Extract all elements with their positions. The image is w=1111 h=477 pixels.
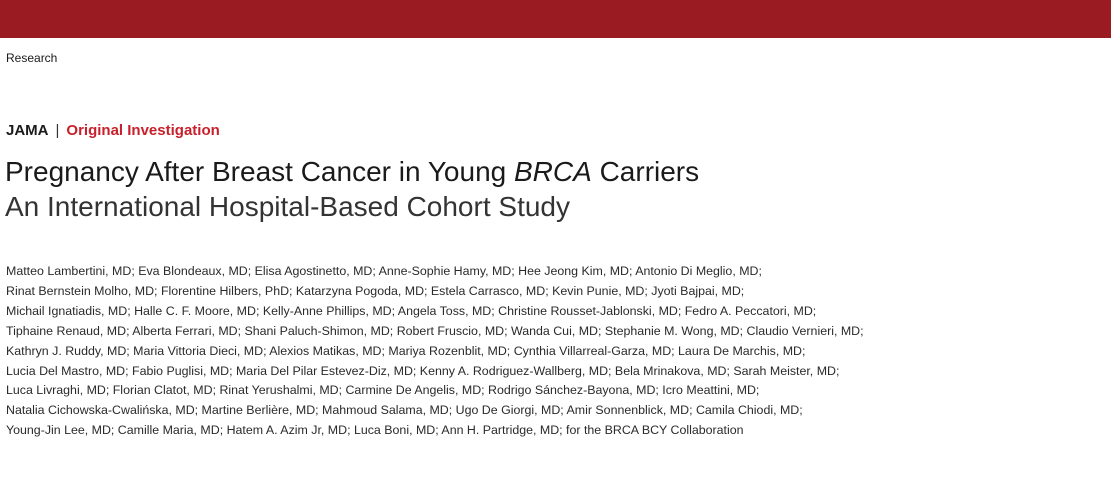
author-line: Matteo Lambertini, MD; Eva Blondeaux, MD; Elisa Agostinetto, MD; Anne-Sophie Hamy, MD; Hee Jeong Kim, MD; Antonio Di Meglio, MD; (6, 264, 762, 278)
journal-line (6, 122, 220, 139)
author-line: Lucia Del Mastro, MD; Fabio Puglisi, MD; Maria Del Pilar Estevez-Diz, MD; Kenny A. Rodriguez-Wallberg, MD; Bela Mrinakova, MD; Sarah Meister, MD; (6, 363, 840, 378)
author-line: Young-Jin Lee, MD; Camille Maria, MD; Hatem A. Azim Jr, MD; Luca Boni, MD; Ann H. Partridge, MD; for the BRCA BCY Collaboration (6, 423, 744, 438)
author-line: Kathryn J. Ruddy, MD; Maria Vittoria Dieci, MD; Alexios Matikas, MD; Mariya Rozenblit, MD; Cynthia Villarreal-Garza, MD; Laura De Marchis, MD; (6, 343, 806, 358)
author-line: Natalia Cichowska-Cwalińska, MD; Martine Berlière, MD; Mahmoud Salama, MD; Ugo De Giorgi, MD; Amir Sonnenblick, MD; Camila Chiodi, MD; (6, 403, 803, 418)
author-line: Tiphaine Renaud, MD; Alberta Ferrari, MD; Shani Paluch-Shimon, MD; Robert Fruscio, MD; Wanda Cui, MD; Stephanie M. Wong, MD; Claudio Vernieri, MD; (6, 323, 864, 338)
title-text-start: Pregnancy After Breast Cancer in Young (5, 156, 514, 187)
title-text-end: Carriers (591, 156, 700, 187)
section-label: Research (6, 51, 58, 65)
article-subtitle: An International Hospital-Based Cohort Study (5, 191, 570, 222)
author-list (6, 262, 1111, 441)
author-line: Luca Livraghi, MD; Florian Clatot, MD; Rinat Yerushalmi, MD; Carmine De Angelis, MD; Rodrigo Sánchez-Bayona, MD; Icro Meattini, MD; (6, 383, 760, 398)
author-line: Michail Ignatiadis, MD; Halle C. F. Moore, MD; Kelly-Anne Phillips, MD; Angela Toss, MD; Christine Rousset-Jablonski, MD; Fedro A. Peccatori, MD; (6, 303, 817, 318)
journal-name: JAMA (6, 122, 49, 139)
article-title (5, 156, 699, 188)
article-type: Original Investigation (66, 122, 220, 139)
author-line: Rinat Bernstein Molho, MD; Florentine Hilbers, PhD; Katarzyna Pogoda, MD; Estela Carrasco, MD; Kevin Punie, MD; Jyoti Bajpai, MD; (6, 283, 745, 298)
header-bar (0, 0, 1111, 38)
journal-separator: | (55, 122, 60, 139)
title-text-italic: BRCA (514, 156, 592, 187)
